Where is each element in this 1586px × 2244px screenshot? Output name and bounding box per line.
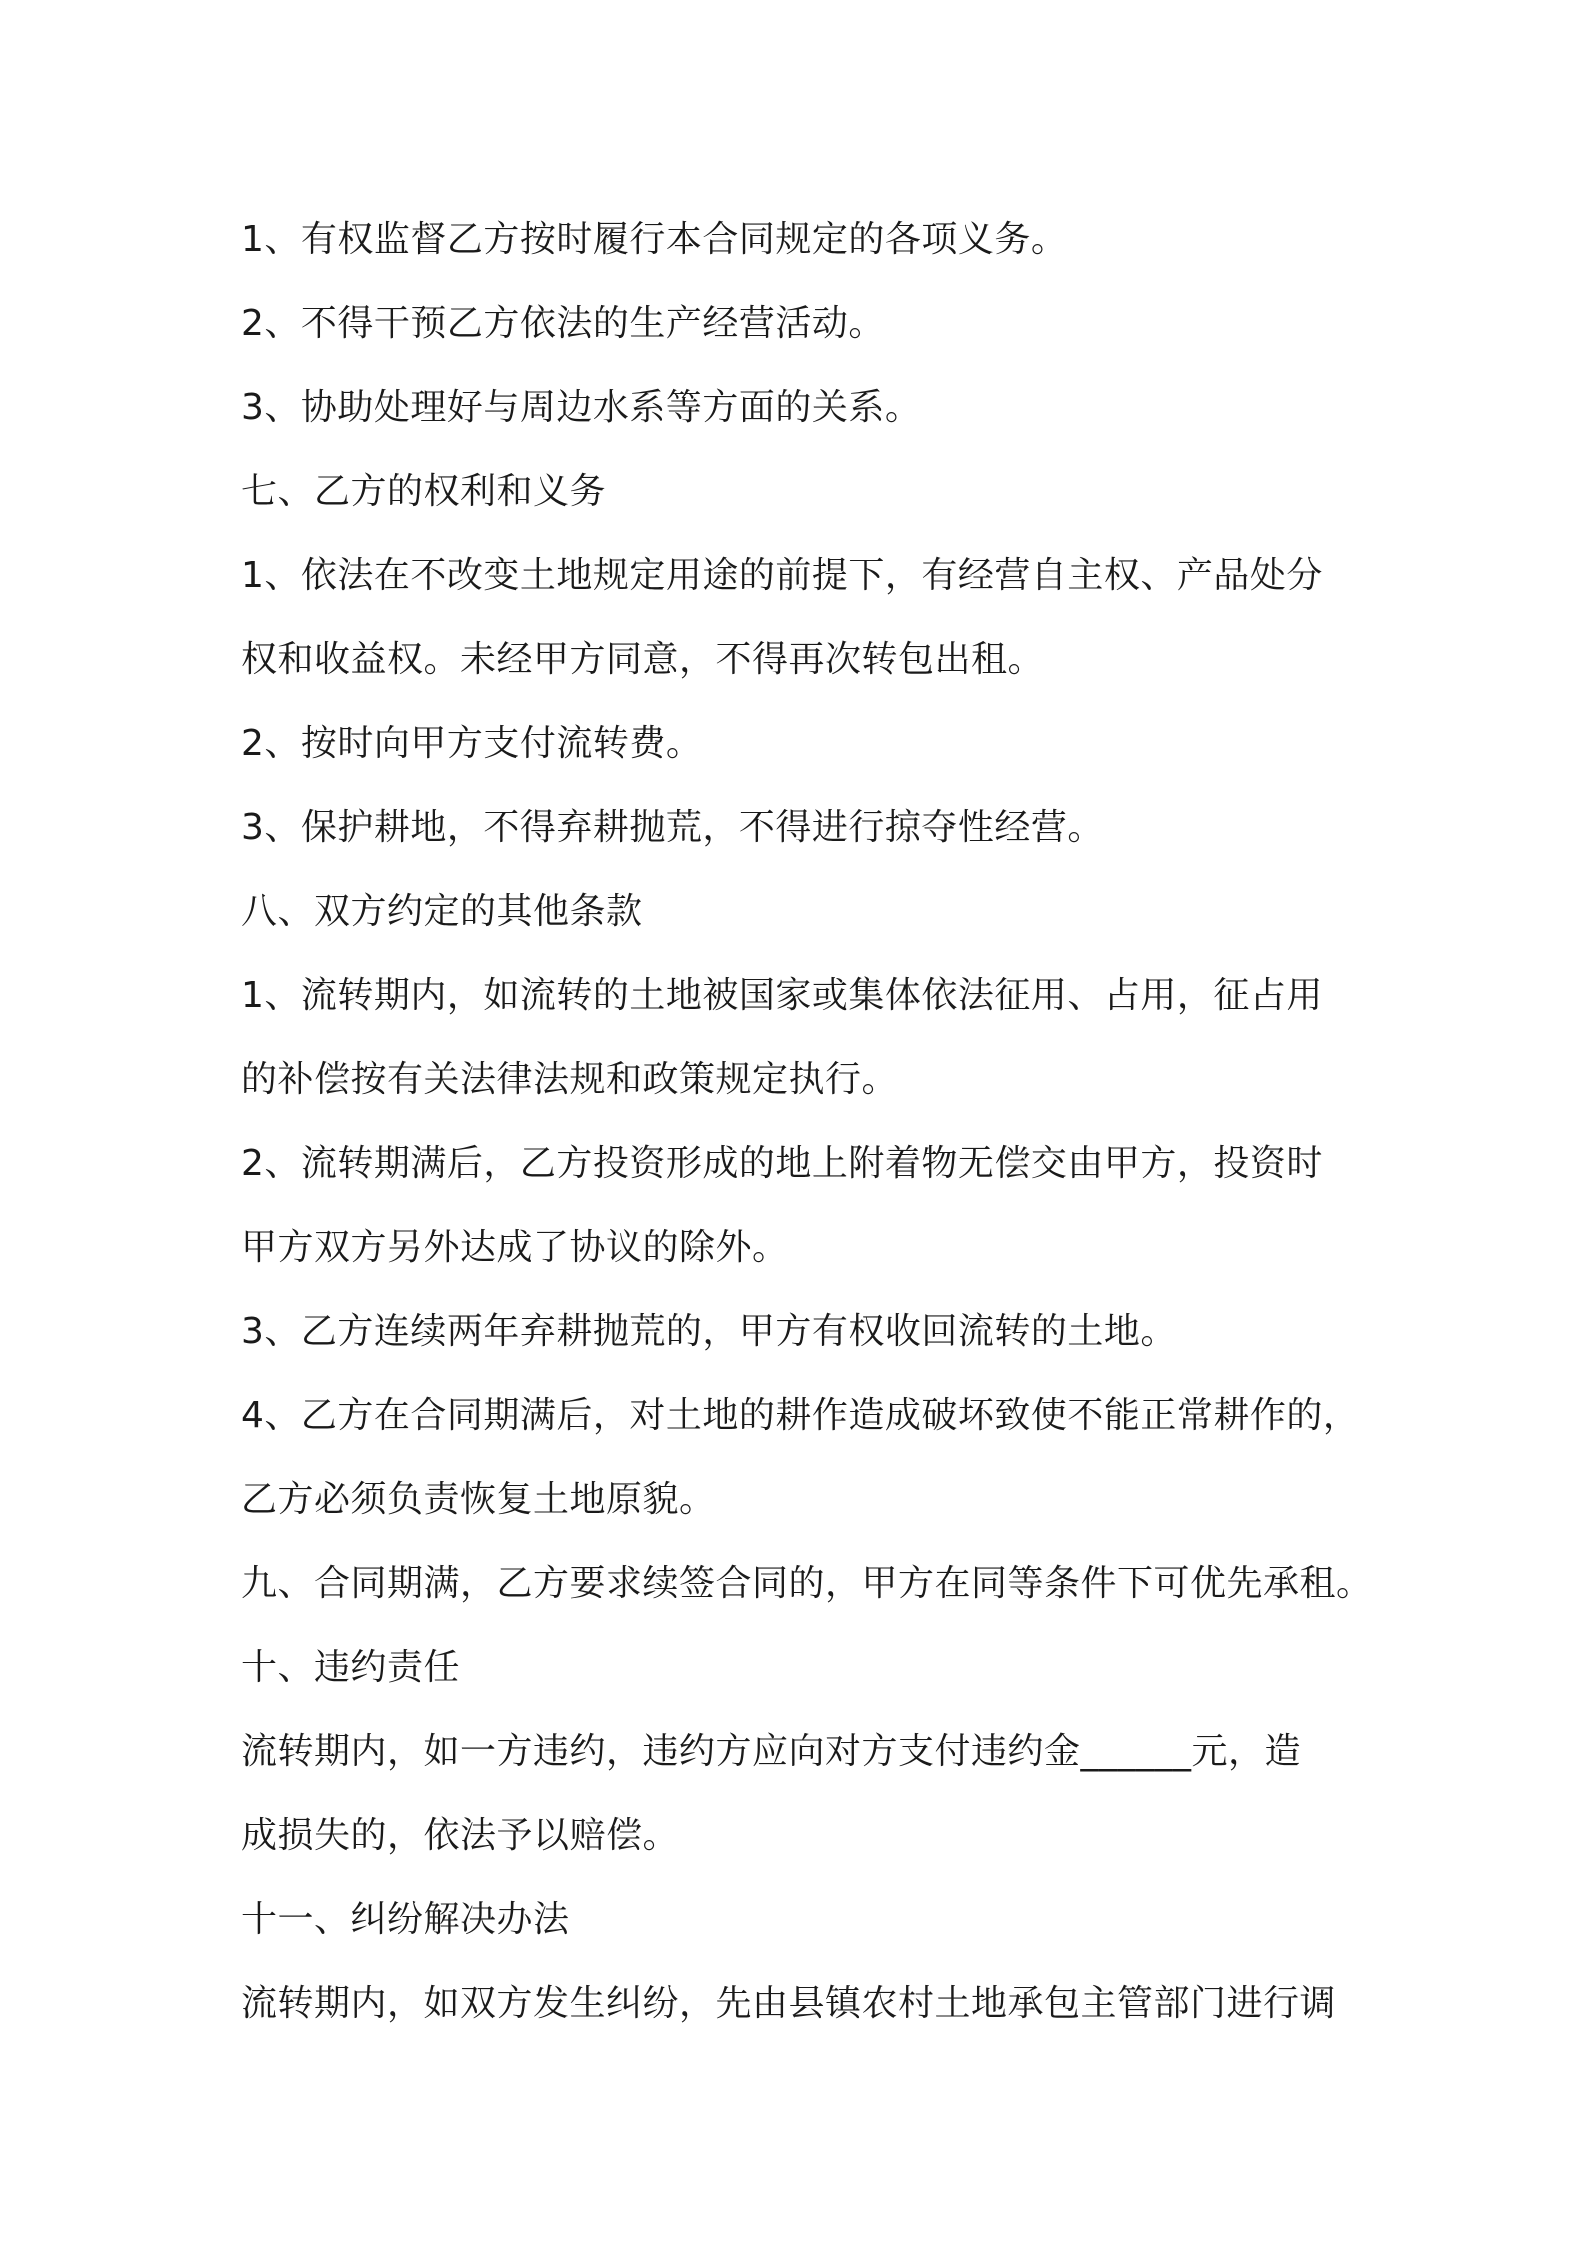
clause-other-4-line2: 乙方必须负责恢复土地原貌。 [241,1479,716,1520]
clause-party-a-1: 1、有权监督乙方按时履行本合同规定的各项义务。 [241,219,1068,260]
clause-party-a-3: 3、协助处理好与周边水系等方面的关系。 [241,387,922,428]
breach-clause-line2: 成损失的，依法予以赔偿。 [241,1815,680,1856]
breach-clause-line1: 流转期内，如一方违约，违约方应向对方支付违约金______元，造 [241,1731,1302,1772]
clause-party-b-3: 3、保护耕地，不得弃耕抛荒，不得进行掠夺性经营。 [241,807,1104,848]
clause-other-3: 3、乙方连续两年弃耕抛荒的，甲方有权收回流转的土地。 [241,1311,1177,1352]
clause-other-2-line2: 甲方双方另外达成了协议的除外。 [241,1227,789,1268]
clause-party-b-2: 2、按时向甲方支付流转费。 [241,723,703,764]
section-heading-9: 九、合同期满，乙方要求续签合同的，甲方在同等条件下可优先承租。 [241,1563,1373,1604]
section-heading-10: 十、违约责任 [241,1647,461,1688]
clause-party-a-2: 2、不得干预乙方依法的生产经营活动。 [241,303,885,344]
document-body [241,198,1371,2046]
clause-party-b-1-line2: 权和收益权。未经甲方同意，不得再次转包出租。 [241,639,1045,680]
clause-other-1-line2: 的补偿按有关法律法规和政策规定执行。 [241,1059,899,1100]
clause-other-1-line1: 1、流转期内，如流转的土地被国家或集体依法征用、占用，征占用 [241,975,1323,1016]
section-heading-11: 十一、纠纷解决办法 [241,1899,570,1940]
section-heading-7: 七、乙方的权利和义务 [241,471,607,512]
dispute-clause-line1: 流转期内，如双方发生纠纷，先由县镇农村土地承包主管部门进行调 [241,1983,1337,2024]
clause-party-b-1-line1: 1、依法在不改变土地规定用途的前提下，有经营自主权、产品处分 [241,555,1323,596]
clause-other-4-line1: 4、乙方在合同期满后，对土地的耕作造成破坏致使不能正常耕作的， [241,1395,1360,1436]
clause-other-2-line1: 2、流转期满后，乙方投资形成的地上附着物无偿交由甲方，投资时 [241,1143,1323,1184]
section-heading-8: 八、双方约定的其他条款 [241,891,643,932]
